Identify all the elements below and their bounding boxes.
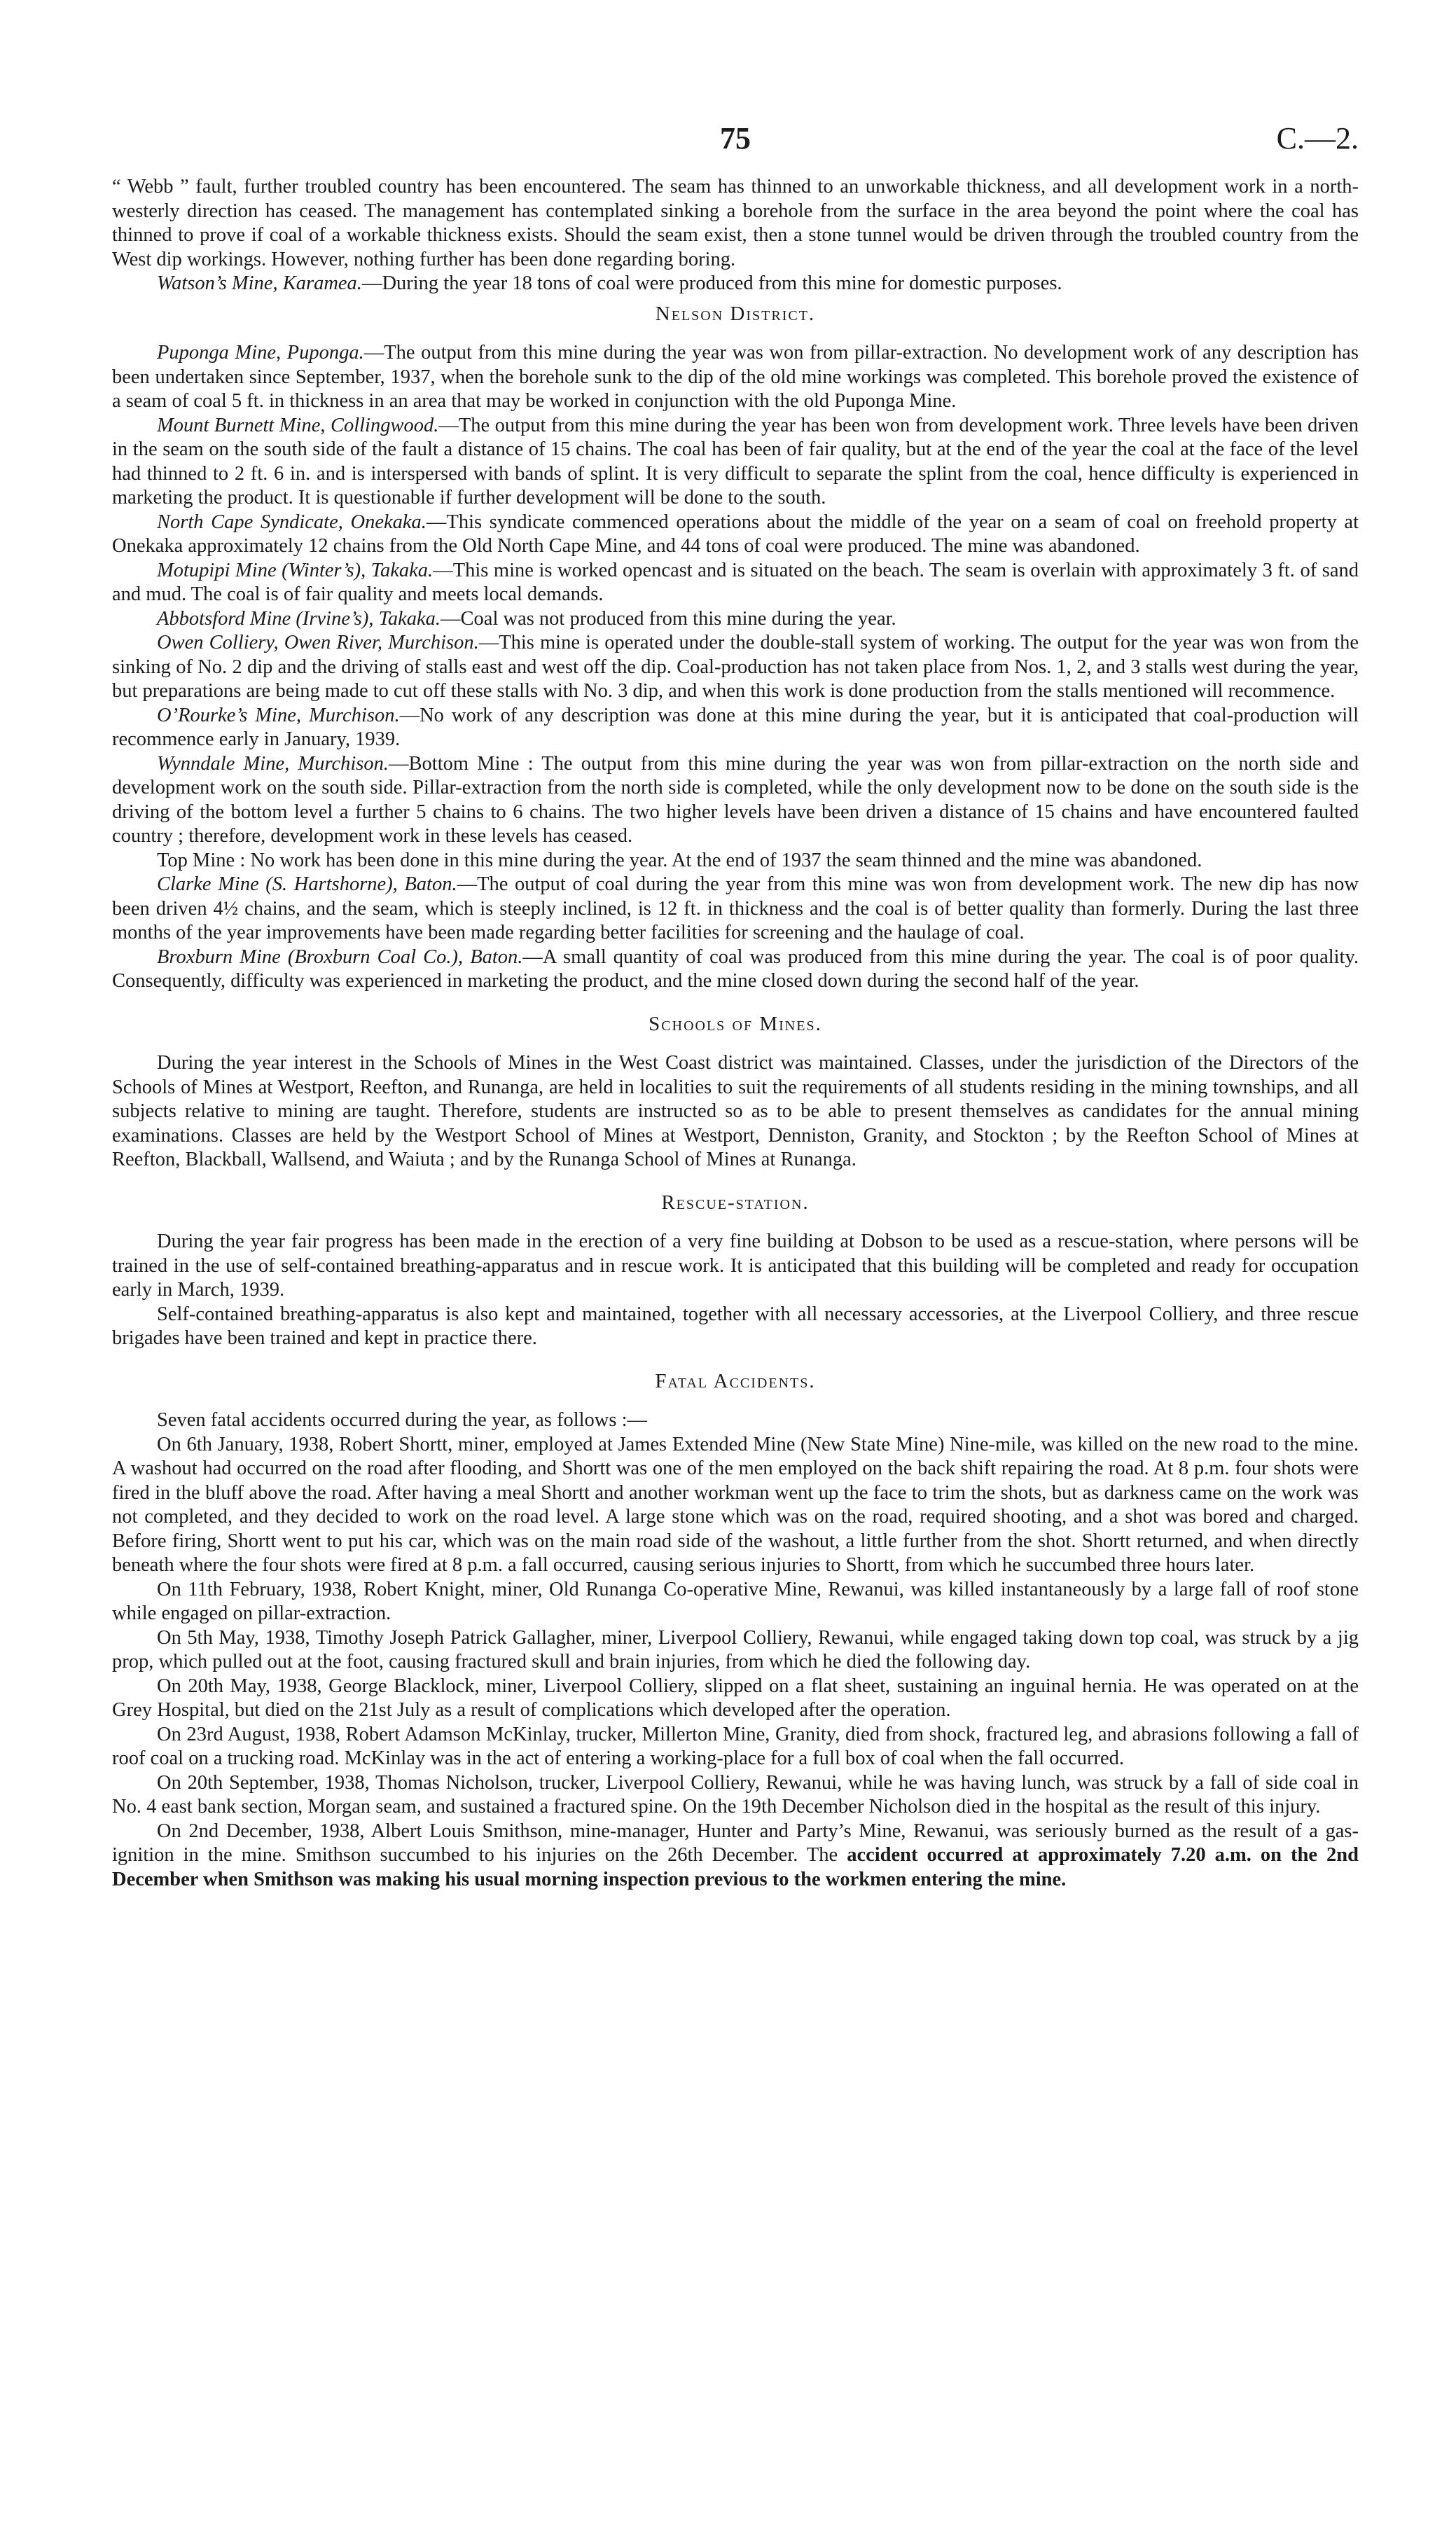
paragraph-text: —During the year 18 tons of coal were produced from this mine for domestic purposes.	[361, 272, 1062, 294]
paragraph: On 23rd August, 1938, Robert Adamson McKinlay, trucker, Millerton Mine, Granity, died from shock, fractured leg, and abrasions following a fall of roof coal on a trucking road. McKinlay was in the act of entering a working-place for a full box of coal when the fall occurred.	[112, 1723, 1359, 1769]
paragraph-bold-text: accident occurred at approximately 7.20 a.m. on the 2nd December when Smithson was making his usual morning inspection previous to the workmen entering the mine.	[112, 1844, 1359, 1890]
paragraph: Seven fatal accidents occurred during the year, as follows :—	[157, 1409, 648, 1431]
paragraph: “ Webb ” fault, further troubled country has been encountered. The seam has thinned to an unworkable thickness, and all development work in a north-westerly direction has ceased. The management has contemplated sinking a borehole from the surface in the area beyond the point where the coal has thinned to prove if coal of a workable thickness exists. Should the seam exist, then a stone tunnel would be driven through the troubled country from the West dip workings. However, nothing further has been done regarding boring.	[112, 176, 1359, 270]
paragraph	[112, 414, 1359, 511]
paragraph-text: —A small quantity of coal was produced from this mine during the year. The coal is of poor quality. Consequently, difficulty was experienced in marketing the product, and the mine closed down during the second half of the year.	[112, 946, 1359, 992]
paragraph-lead: Watson’s Mine, Karamea.	[157, 272, 362, 294]
paragraph: During the year fair progress has been made in the erection of a very fine building at Dobson to be used as a rescue-station, where persons will be trained in the use of self-contained breathing-apparatus and in rescue work. It is anticipated that this building will be completed and ready for occupation early in March, 1939.	[112, 1231, 1359, 1301]
paragraph-text: —This syndicate commenced operations about the middle of the year on a seam of coal on freehold property at Onekaka approximately 12 chains from the Old North Cape Mine, and 44 tons of coal were produced. The mine was abandoned.	[112, 511, 1359, 557]
paragraph	[112, 559, 1359, 607]
paragraph-lead: Puponga Mine, Puponga.	[157, 342, 364, 363]
paragraph	[112, 511, 1359, 559]
paragraph	[112, 849, 1359, 873]
document-reference: C.—2.	[1276, 121, 1359, 155]
paragraph-text: Top Mine : No work has been done in this mine during the year. At the end of 1937 the seam thinned and the mine was abandoned.	[157, 849, 1202, 871]
paragraph	[112, 704, 1359, 752]
paragraph-lead: Abbotsford Mine (Irvine’s), Takaka.	[157, 607, 441, 630]
paragraph: Self-contained breathing-apparatus is also kept and maintained, together with all necessary accessories, at the Liverpool Colliery, and three rescue brigades have been trained and kept in practice there.	[112, 1303, 1359, 1349]
paragraph	[112, 1820, 1359, 1892]
paragraph: During the year interest in the Schools of Mines in the West Coast district was maintained. Classes, under the jurisdiction of the Directors of the Schools of Mines at Westport, Reefton, and Runanga, are held in localities to suit the requirements of all students residing in the mining townships, and all subjects relative to mining are taught. Therefore, students are instructed so as to be able to present themselves as candidates for the annual mining examinations. Classes are held by the Westport School of Mines at Westport, Denniston, Granity, and Stockton ; by the Reefton School of Mines at Reefton, Blackball, Wallsend, and Waiuta ; and by the Runanga School of Mines at Runanga.	[112, 1052, 1359, 1170]
paragraph-lead: Broxburn Mine (Broxburn Coal Co.), Baton.	[157, 946, 523, 968]
paragraph-lead: Mount Burnett Mine, Collingwood.	[157, 414, 439, 436]
paragraph-text: —The output from this mine during the year has been won from development work. Three levels have been driven in the seam on the south side of the fault a distance of 15 chains. The coal has been of fair quality, but at the end of the year the coal at the face of the level had thinned to 2 ft. 6 in. and is interspersed with bands of splint. It is very difficult to separate the splint from the coal, hence difficulty is experienced in marketing the product. It is questionable if further development will be done to the south.	[112, 414, 1359, 508]
paragraph	[112, 946, 1359, 994]
paragraph-lead: Clarke Mine (S. Hartshorne), Baton.	[157, 873, 457, 895]
paragraph-text: —The output of coal during the year from this mine was won from development work. The new dip has now been driven 4½ chains, and the seam, which is steeply inclined, is 12 ft. in thickness and the coal is of better quality than formerly. During the last three months of the year improvements have been made regarding better facilities for screening and the haulage of coal.	[112, 873, 1359, 943]
paragraph-text: —The output from this mine during the year was won from pillar-extraction. No development work of any description has been undertaken since September, 1937, when the borehole sunk to the dip of the old mine workings was completed. This borehole proved the existence of a seam of coal 5 ft. in thickness in an area that may be worked in conjunction with the old Puponga Mine.	[112, 342, 1359, 412]
page-number: 75	[720, 121, 751, 155]
paragraph: On 6th January, 1938, Robert Shortt, miner, employed at James Extended Mine (New State Mine) Nine-mile, was killed on the new road to the mine. A washout had occurred on the road after flooding, and Shortt was one of the men employed on the back shift repairing the road. At 8 p.m. four shots were fired in the bluff above the road. After having a meal Shortt and another workman went up the face to trim the shots, but as darkness came on the work was not completed, and they decided to work on the road level. A large stone which was on the road, required shooting, and a shot was bored and charged. Before firing, Shortt went to put his car, which was on the main road side of the washout, a little further from the shot. Shortt returned, and when directly beneath where the four shots were fired at 8 p.m. a fall occurred, causing serious injuries to Shortt, from which he succumbed three hours later.	[112, 1433, 1359, 1576]
section-heading-rescue: Rescue-station.	[661, 1191, 810, 1214]
paragraph	[112, 607, 1359, 632]
document-page	[112, 119, 1359, 2514]
paragraph-lead: O’Rourke’s Mine, Murchison.	[157, 704, 400, 726]
paragraph: On 20th May, 1938, George Blacklock, miner, Liverpool Colliery, slipped on a flat sheet, sustaining an inguinal hernia. He was operated on at the Grey Hospital, but died on the 21st July as a result of complications which developed after the operation.	[112, 1675, 1359, 1721]
section-heading-schools: Schools of Mines.	[649, 1012, 822, 1035]
paragraph-text: —No work of any description was done at this mine during the year, but it is anticipated that coal-production will recommence early in January, 1939.	[112, 704, 1359, 750]
paragraph-text: —This mine is worked opencast and is situated on the beach. The seam is overlain with approximately 3 ft. of sand and mud. The coal is of fair quality and meets local demands.	[112, 559, 1359, 605]
paragraph	[112, 873, 1359, 946]
section-heading-nelson: Nelson District.	[655, 302, 816, 325]
paragraph-text: On 2nd December, 1938, Albert Louis Smithson, mine-manager, Hunter and Party’s Mine, Rewanui, was seriously burned as the result of a gas-ignition in the mine. Smithson succumbed to his injuries on the 26th December. The	[112, 1820, 1359, 1866]
paragraph	[112, 752, 1359, 849]
paragraph-text: —This mine is operated under the double-stall system of working. The output for the year was won from the sinking of No. 2 dip and the driving of stalls east and west off the dip. Coal-production has not taken place from Nos. 1, 2, and 3 stalls west during the year, but preparations are being made to cut off these stalls with No. 3 dip, and when this work is done production from the stalls mentioned will recommence.	[112, 632, 1359, 702]
paragraph	[112, 272, 1359, 296]
paragraph	[112, 341, 1359, 414]
section-heading-fatal: Fatal Accidents.	[655, 1369, 816, 1392]
paragraph-lead: Owen Colliery, Owen River, Murchison.	[157, 632, 479, 653]
paragraph-text: —Bottom Mine : The output from this mine during the year was won from pillar-extraction on the north side and development work on the south side. Pillar-extraction from the north side is completed, while the only development now to be done on the south side is the driving of the bottom level a further 5 chains to 6 chains. The two higher levels have been driven a distance of 15 chains and have encountered faulted country ; therefore, development work in these levels has ceased.	[112, 752, 1359, 847]
paragraph-lead: Motupipi Mine (Winter’s), Takaka.	[157, 559, 434, 581]
paragraph-lead: Wynndale Mine, Murchison.	[157, 752, 389, 775]
paragraph-lead: North Cape Syndicate, Onekaka.	[157, 511, 427, 533]
paragraph: On 20th September, 1938, Thomas Nicholson, trucker, Liverpool Colliery, Rewanui, while he was having lunch, was struck by a fall of side coal in No. 4 east bank section, Morgan seam, and sustained a fractured spine. On the 19th December Nicholson died in the hospital as the result of this injury.	[112, 1771, 1359, 1817]
paragraph-text: —Coal was not produced from this mine during the year.	[441, 607, 896, 630]
paragraph: On 5th May, 1938, Timothy Joseph Patrick Gallagher, miner, Liverpool Colliery, Rewanui, while engaged taking down top coal, was struck by a jig prop, which pulled out at the foot, causing fractured skull and brain injuries, from which he died the following day.	[112, 1626, 1359, 1673]
paragraph	[112, 631, 1359, 704]
paragraph: On 11th February, 1938, Robert Knight, miner, Old Runanga Co-operative Mine, Rewanui, was killed instantaneously by a large fall of roof stone while engaged on pillar-extraction.	[112, 1578, 1359, 1624]
page-header	[112, 119, 1359, 175]
